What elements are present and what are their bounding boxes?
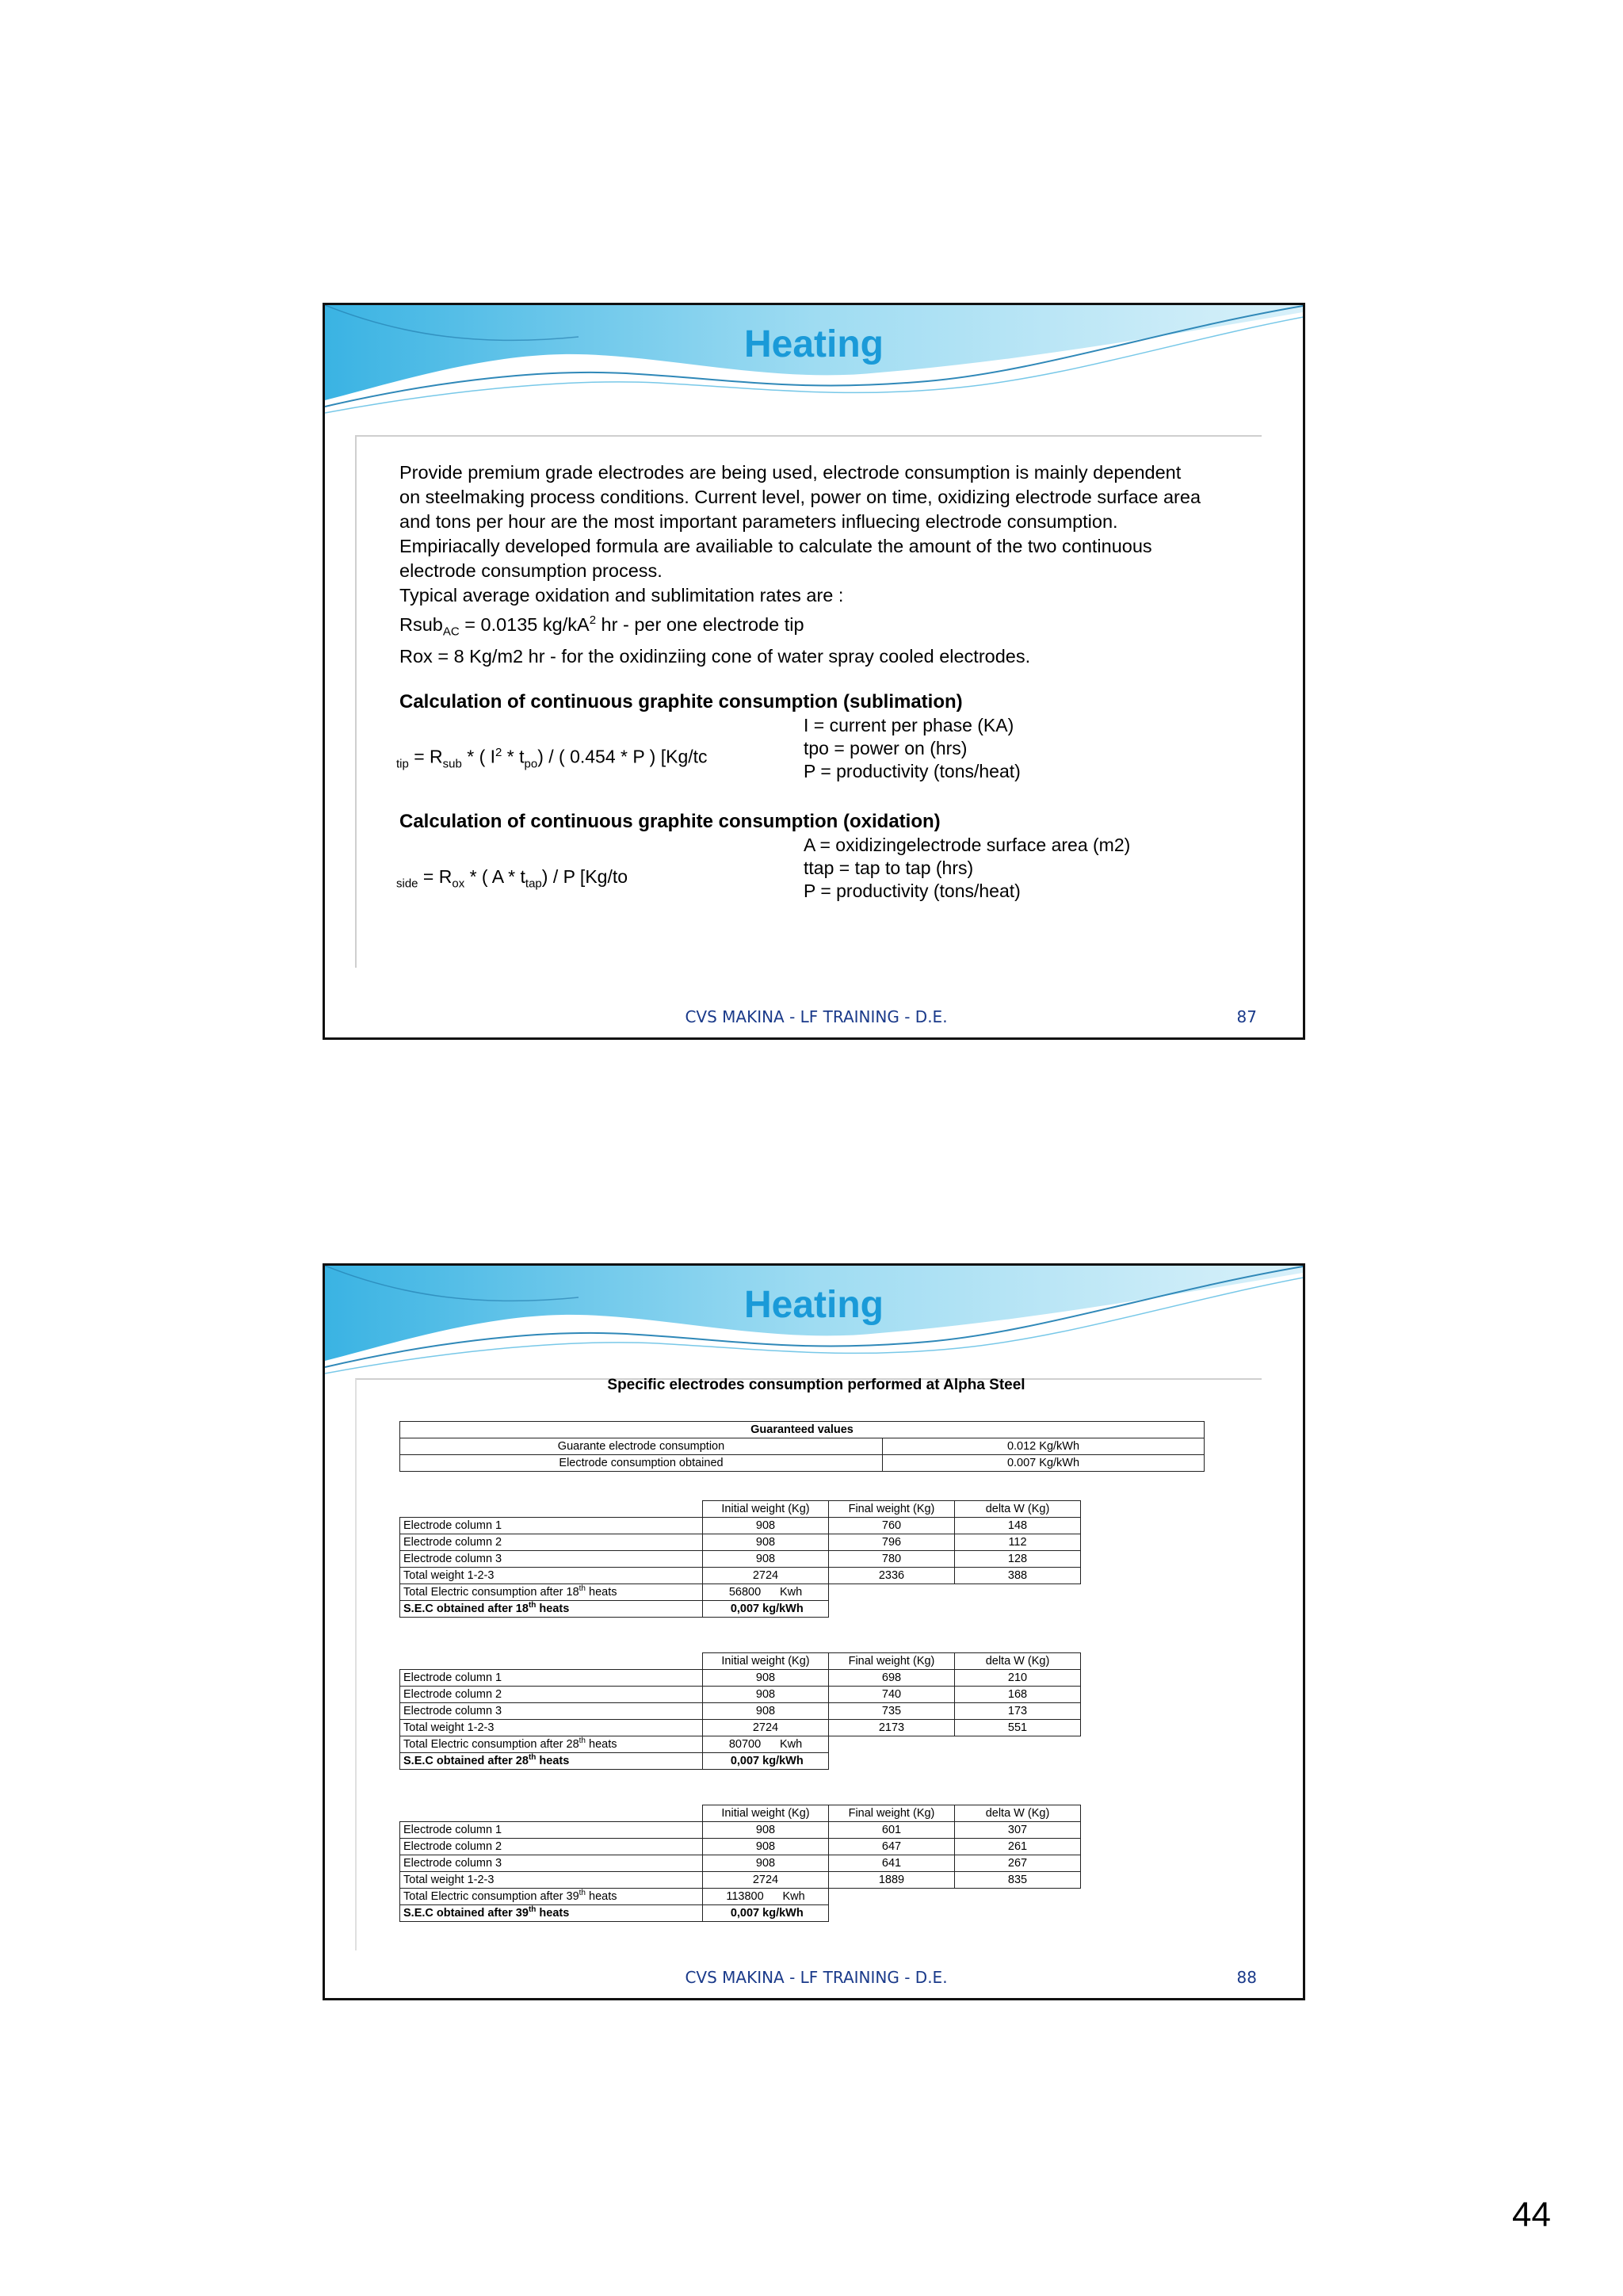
slide-footer: CVS MAKINA - LF TRAINING - D.E. [685, 1968, 948, 1987]
table-row: Electrode column 3 908 780 128 [400, 1551, 1081, 1568]
table-row: Electrode column 3 908 735 173 [400, 1703, 1081, 1720]
intro-line: Empiriacally developed formula are availiable to calculate the amount of the two continuous [399, 536, 1152, 556]
table-header-row: Initial weight (Kg) Final weight (Kg) delta W (Kg) [400, 1805, 1081, 1822]
intro-line: Provide premium grade electrodes are being used, electrode consumption is mainly dependent [399, 462, 1182, 483]
sec-row: S.E.C obtained after 28th heats 0,007 kg/kWh [400, 1753, 1081, 1770]
slide-footer: CVS MAKINA - LF TRAINING - D.E. [685, 1007, 948, 1026]
intro-line: Typical average oxidation and sublimitation rates are : [399, 585, 844, 606]
slide-page-number: 88 [1236, 1968, 1257, 1987]
table-row: Electrode column 2 908 796 112 [400, 1534, 1081, 1551]
page-number: 44 [1512, 2195, 1551, 2234]
table-row: Electrode column 2 908 740 168 [400, 1687, 1081, 1703]
oxidation-heading: Calculation of continuous graphite consumption (oxidation) [399, 811, 941, 832]
rox-rate: Rox = 8 Kg/m2 hr - for the oxidinziing cone of water spray cooled electrodes. [399, 645, 1031, 667]
table-row: Electrode consumption obtained 0.007 Kg/kWh [400, 1455, 1205, 1472]
table-title: Specific electrodes consumption performed at Alpha Steel [607, 1377, 1025, 1393]
consumption-table-39 [399, 1805, 1081, 1922]
slide-87 [323, 303, 1305, 1040]
intro-line: and tons per hour are the most important parameters influecing electrode consumption. [399, 511, 1118, 532]
consumption-table-28 [399, 1652, 1081, 1770]
sec-row: S.E.C obtained after 18th heats 0,007 kg/kWh [400, 1601, 1081, 1618]
table-header-row: Initial weight (Kg) Final weight (Kg) delta W (Kg) [400, 1501, 1081, 1518]
table-row: Electrode column 1 908 760 148 [400, 1518, 1081, 1534]
table-row: Electrode column 3 908 641 267 [400, 1855, 1081, 1872]
sublimation-formula: $_{tip} = R_{sub}$ * ( $I^2 * t_{po}$) / ( 0.454 * P ) [Kg/tc [396, 746, 708, 771]
intro-text [399, 460, 1239, 669]
total-consumption-row: Total Electric consumption after 28th heats 80700 Kwh [400, 1736, 1081, 1753]
consumption-table-18 [399, 1500, 1081, 1618]
slide-88 [323, 1263, 1305, 2000]
table-header-row: Initial weight (Kg) Final weight (Kg) delta W (Kg) [400, 1653, 1081, 1670]
slide-title: Heating [743, 323, 884, 365]
table-row: Guarante electrode consumption 0.012 Kg/kWh [400, 1438, 1205, 1455]
total-consumption-row: Total Electric consumption after 18th heats 56800 Kwh [400, 1584, 1081, 1601]
slide-page-number: 87 [1236, 1007, 1257, 1026]
guaranteed-header: Guaranteed values [400, 1422, 1205, 1438]
sublimation-heading: Calculation of continuous graphite consumption (sublimation) [399, 691, 963, 712]
guaranteed-values-table [399, 1421, 1205, 1472]
total-consumption-row: Total Electric consumption after 39th heats 113800 Kwh [400, 1889, 1081, 1905]
table-row: Electrode column 2 908 647 261 [400, 1839, 1081, 1855]
table-row: Total weight 1-2-3 2724 2173 551 [400, 1720, 1081, 1736]
table-row: Electrode column 1 908 601 307 [400, 1822, 1081, 1839]
rsub-rate: Rsub$_{AC}$ = 0.0135 $kg/kA^2$ hr - per one electrode tip [399, 613, 804, 639]
table-row: Total weight 1-2-3 2724 2336 388 [400, 1568, 1081, 1584]
slide-title: Heating [743, 1284, 884, 1326]
intro-line: electrode consumption process. [399, 560, 663, 581]
oxidation-formula: $_{side} = R_{ox}$ * ( A * $t_{tap}$) / P [Kg/to [396, 866, 628, 891]
intro-line: on steelmaking process conditions. Current level, power on time, oxidizing electrode surface area [399, 487, 1201, 507]
oxidation-legend: A = oxidizingelectrode surface area (m2) ttap = tap to tap (hrs) P = productivity (tons/heat) [804, 835, 1131, 901]
sublimation-legend: I = current per phase (KA) tpo = power on (hrs) P = productivity (tons/heat) [804, 715, 1021, 781]
table-row: Total weight 1-2-3 2724 1889 835 [400, 1872, 1081, 1889]
table-row: Electrode column 1 908 698 210 [400, 1670, 1081, 1687]
sec-row: S.E.C obtained after 39th heats 0,007 kg/kWh [400, 1905, 1081, 1922]
